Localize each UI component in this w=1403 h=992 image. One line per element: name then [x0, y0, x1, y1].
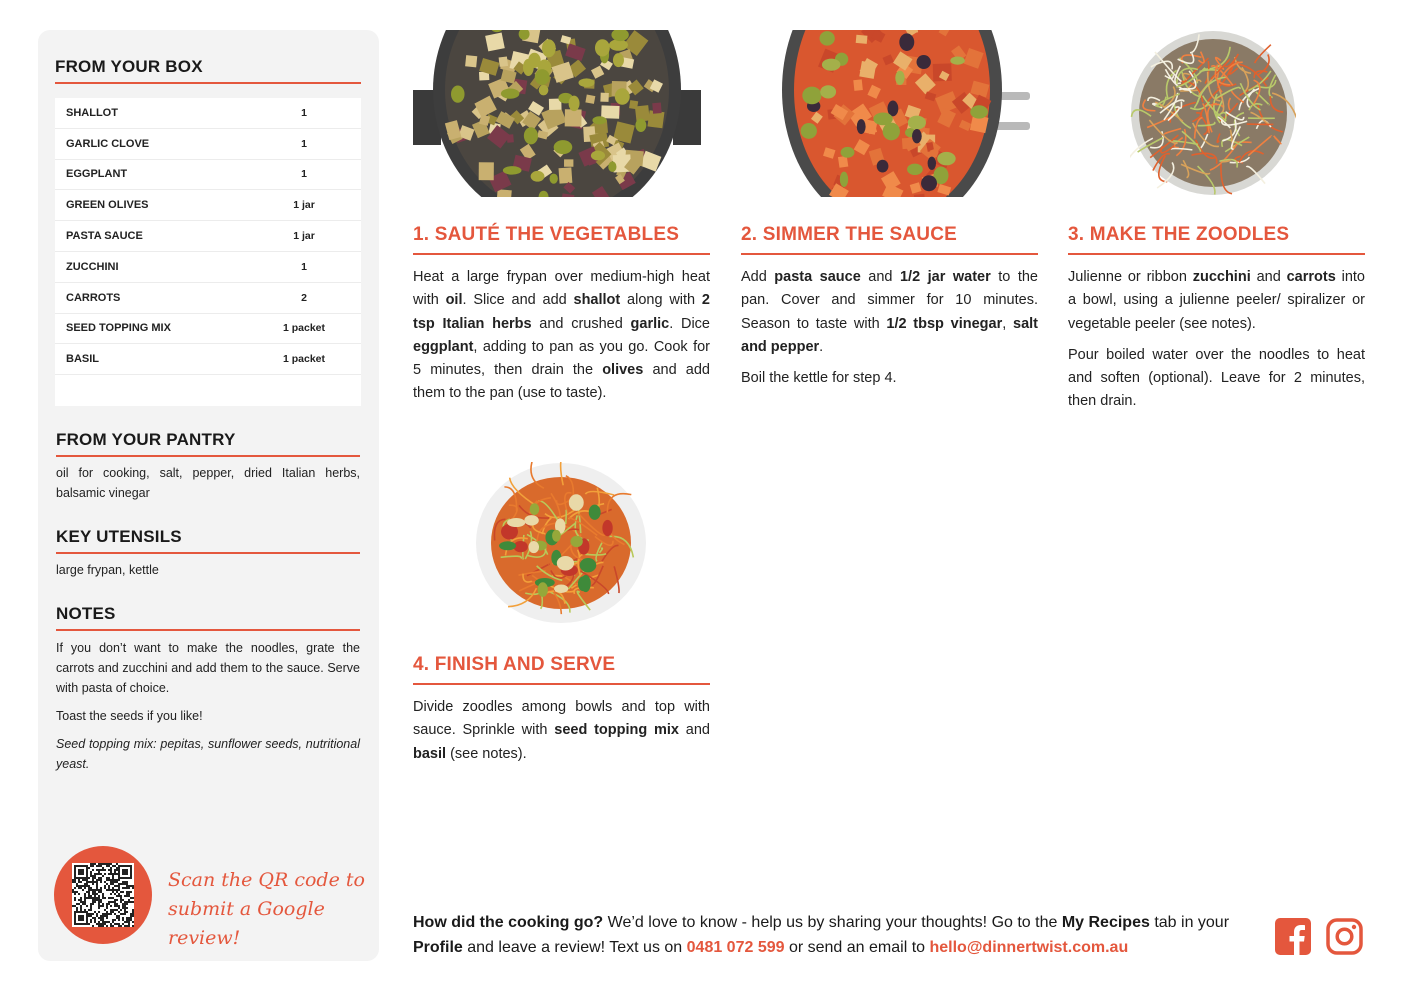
- body-text: and add them to the pan (use to taste).: [413, 362, 710, 402]
- bold-text: How did the cooking go?: [413, 914, 604, 931]
- body-text: , adding to pan as you go. Cook for 5 minutes, then drain the: [413, 338, 710, 379]
- step-4-text: [413, 696, 710, 774]
- ingredient-row: [55, 283, 361, 314]
- bold-text: Profile: [413, 939, 463, 956]
- instagram-icon[interactable]: [1326, 918, 1362, 955]
- note-1: If you don’t want to make the noodles, grate the carrots and zucchini and add them to the sauce. Serve with pasta of choice.: [56, 641, 360, 695]
- body-text: and: [1250, 269, 1287, 285]
- ingredient-name: EGGPLANT: [66, 168, 128, 181]
- contact-link[interactable]: hello@dinnertwist.com.au: [929, 939, 1129, 956]
- step-2-text: [741, 266, 1038, 398]
- note-3: Seed topping mix: pepitas, sunflower seeds, nutritional yeast.: [56, 737, 360, 771]
- step-4-body: [413, 696, 710, 766]
- body-text: .: [819, 338, 824, 355]
- divider: [413, 683, 710, 685]
- bold-text: 1/2 jar water: [899, 269, 991, 285]
- bold-text: eggplant: [413, 338, 474, 355]
- ingredient-qty: 1 jar: [293, 199, 315, 212]
- ingredient-qty: 1 jar: [293, 230, 315, 243]
- step-2-photo: [780, 30, 1030, 197]
- from-your-box-title: FROM YOUR BOX: [55, 57, 203, 76]
- body-text: . Slice and add: [462, 292, 574, 309]
- ingredient-name: BASIL: [66, 353, 99, 366]
- ingredient-name: SHALLOT: [66, 106, 118, 119]
- ingredient-name: GREEN OLIVES: [66, 199, 149, 212]
- divider: [56, 552, 360, 554]
- ingredient-name: GARLIC CLOVE: [66, 137, 150, 150]
- body-text: and leave a review! Text us on: [462, 939, 687, 956]
- step-1-text: [413, 266, 710, 414]
- divider: [56, 629, 360, 631]
- body-text: to the pan. Cover and simmer for 10 minutes. Season to taste with: [741, 269, 1038, 332]
- bold-text: olives: [602, 362, 644, 379]
- body-text: Heat a large frypan over medium-high heat with: [413, 269, 710, 309]
- bold-text: oil: [445, 292, 463, 309]
- ingredient-row: [55, 344, 361, 375]
- body-text: into a bowl, using a julienne peeler/ spiralizer or vegetable peeler (see notes).: [1068, 269, 1365, 332]
- body-text: (see notes).: [446, 745, 527, 762]
- bold-text: basil: [413, 745, 447, 762]
- divider: [741, 253, 1038, 255]
- pantry-text: oil for cooking, salt, pepper, dried Italian herbs, balsamic vinegar: [56, 466, 360, 500]
- ingredient-row: [55, 160, 361, 191]
- bold-text: garlic: [630, 315, 670, 332]
- step-3-body: [1068, 266, 1365, 336]
- step-4-title: 4. FINISH AND SERVE: [413, 654, 616, 675]
- bold-text: shallot: [573, 292, 621, 309]
- step-2-title: 2. SIMMER THE SAUCE: [741, 224, 957, 245]
- ingredient-row: [55, 98, 361, 129]
- ingredient-qty: 2: [301, 291, 307, 304]
- ingredient-name: SEED TOPPING MIX: [66, 322, 171, 335]
- bold-text: seed topping mix: [554, 722, 679, 739]
- ingredient-row: [55, 314, 361, 345]
- qr-cta-line-1: Scan the QR code to: [168, 869, 365, 891]
- ingredient-name: ZUCCHINI: [66, 260, 119, 273]
- utensils-text: large frypan, kettle: [56, 563, 159, 577]
- step-1-body: [413, 266, 710, 406]
- bold-text: My Recipes: [1061, 914, 1150, 931]
- ingredient-qty: 1: [301, 168, 307, 181]
- body-text: ,: [1002, 315, 1013, 332]
- step-4-photo: [475, 462, 647, 624]
- contact-link[interactable]: 0481 072 599: [686, 939, 785, 956]
- divider: [55, 82, 361, 84]
- qr-call-to-action: [168, 866, 368, 953]
- ingredient-row: [55, 129, 361, 160]
- step-2-body: [741, 266, 1038, 359]
- body-text: and: [679, 722, 710, 739]
- divider: [413, 253, 710, 255]
- ingredient-qty: 1 packet: [282, 322, 326, 335]
- notes-title: NOTES: [56, 604, 116, 623]
- body-text: along with: [620, 292, 702, 309]
- body-text: Julienne or ribbon: [1068, 269, 1193, 285]
- step-3-extra: Pour boiled water over the noodles to heat and soften (optional). Leave for 2 minutes, then drain.: [1068, 346, 1365, 410]
- body-text: and crushed: [531, 315, 631, 332]
- body-text: tab in your: [1149, 914, 1230, 931]
- ingredient-row: [55, 221, 361, 252]
- ingredients-table: [55, 98, 361, 406]
- step-3-title: 3. MAKE THE ZOODLES: [1068, 224, 1290, 245]
- divider: [1068, 253, 1365, 255]
- body-text: Add: [741, 269, 775, 285]
- ingredient-name: PASTA SAUCE: [66, 230, 143, 243]
- body-text: . Dice: [669, 315, 710, 332]
- bold-text: pasta sauce: [774, 269, 861, 285]
- body-text: Divide zoodles among bowls and top with sauce. Sprinkle with: [413, 699, 710, 739]
- divider: [56, 455, 360, 457]
- body-text: We’d love to know - help us by sharing your thoughts! Go to the: [603, 914, 1062, 931]
- notes-text: [56, 638, 360, 782]
- ingredient-row: [55, 190, 361, 221]
- ingredient-qty: 1: [301, 260, 307, 273]
- ingredient-qty: 1: [301, 106, 307, 119]
- qr-code-icon[interactable]: [72, 863, 134, 927]
- bold-text: zucchini: [1192, 269, 1251, 285]
- bold-text: salt and pepper: [741, 315, 1038, 355]
- body-text: and: [860, 269, 900, 285]
- qr-cta-line-2: submit a Google review!: [168, 898, 325, 949]
- key-utensils-title: KEY UTENSILS: [56, 527, 182, 546]
- ingredient-row: [55, 252, 361, 283]
- ingredient-name: CARROTS: [66, 291, 121, 304]
- bold-text: carrots: [1286, 269, 1336, 285]
- review-footer: [413, 910, 1263, 960]
- facebook-icon[interactable]: [1275, 918, 1311, 955]
- step-1-photo: [413, 30, 701, 197]
- step-2-extra: Boil the kettle for step 4.: [741, 370, 897, 387]
- body-text: or send an email to: [784, 939, 930, 956]
- step-3-text: [1068, 266, 1365, 422]
- note-2: Toast the seeds if you like!: [56, 709, 203, 723]
- bold-text: 2 tsp Italian herbs: [413, 292, 710, 332]
- bold-text: 1/2 tbsp vinegar: [886, 315, 1003, 332]
- ingredient-qty: 1: [301, 137, 307, 150]
- step-3-photo: [1130, 30, 1296, 196]
- step-1-title: 1. SAUTÉ THE VEGETABLES: [413, 224, 680, 245]
- ingredient-qty: 1 packet: [282, 353, 326, 366]
- from-your-pantry-title: FROM YOUR PANTRY: [56, 430, 236, 449]
